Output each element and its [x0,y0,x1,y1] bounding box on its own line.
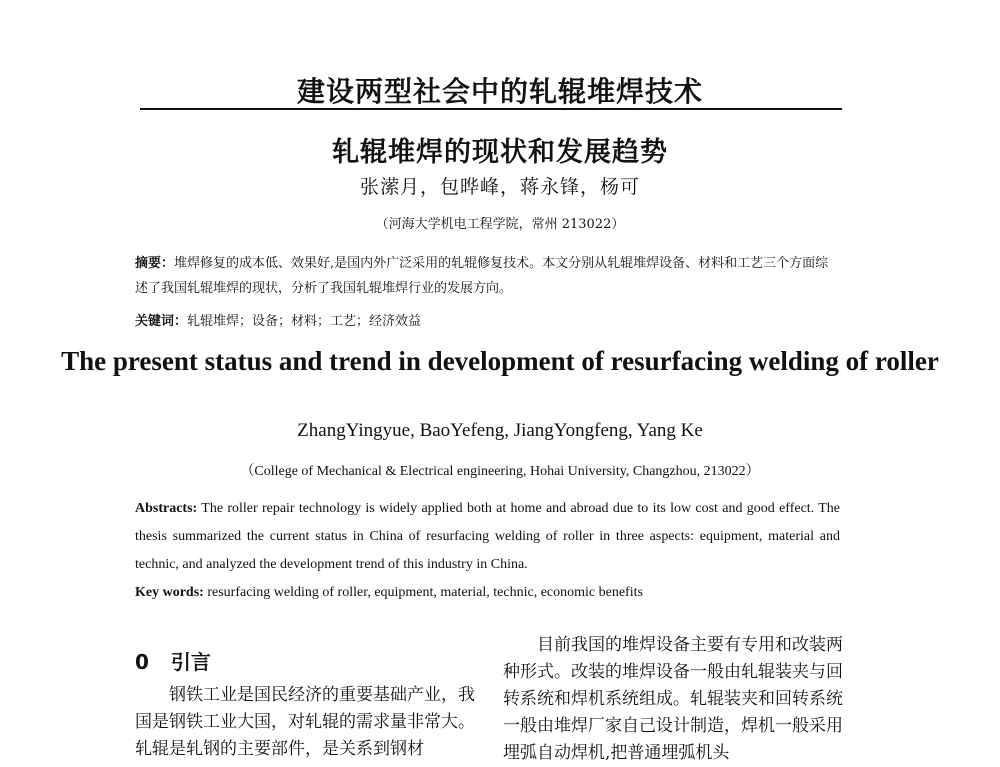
body-column-left: 钢铁工业是国民经济的重要基础产业，我国是钢铁工业大国，对轧辊的需求量非常大。轧辊是轧钢的主要部件，是关系到钢材 [135,685,475,759]
chinese-abstract [135,251,840,301]
chinese-authors: 张潆月，包晔峰，蒋永锋，杨可 [359,176,640,198]
chinese-title: 轧辊堆焊的现状和发展趋势 [332,137,668,168]
chinese-affiliation: （河海大学机电工程学院，常州 213022） [375,217,625,232]
chinese-keywords-text: 轧辊堆焊；设备；材料；工艺；经济效益 [187,314,422,329]
chinese-abstract-label: 摘要： [135,256,175,271]
english-keywords [135,579,840,607]
body-column-right: 目前我国的堆焊设备主要有专用和改装两种形式。改装的堆焊设备一般由轧辊装夹与回转系统和焊机系统组成。轧辊装夹和回转系统一般由堆焊厂家自己设计制造，焊机一般采用埋弧自动焊机,把普通埋弧机头 [503,635,843,763]
section-heading [135,646,211,675]
english-abstract-text: The roller repair technology is widely applied both at home and abroad due to its low cost and good effect. The thesis summarized the current status in China of resurfacing welding of roller in three aspects: equipment, material and technic, and analyzed the development trend of this industry in China. [135,501,840,572]
english-authors: ZhangYingyue, BaoYefeng, JiangYongfeng, Yang Ke [297,420,703,441]
english-abstract [135,495,840,579]
english-abstract-label: Abstracts: [135,501,198,516]
english-keywords-text: resurfacing welding of roller, equipment, material, technic, economic benefits [203,585,643,600]
section-title: 引言 [170,650,211,674]
english-keywords-label: Key words: [135,585,204,600]
journal-header-title: 建设两型社会中的轧辊堆焊技术 [296,75,703,108]
english-title: The present status and trend in development of resurfacing welding of roller [61,346,939,376]
header-rule [140,108,842,110]
chinese-keywords-label: 关键词： [135,314,188,329]
section-number: 0 [135,650,149,674]
chinese-keywords [135,309,840,334]
english-affiliation: （College of Mechanical & Electrical engineering, Hohai University, Changzhou, 213022） [240,464,760,479]
chinese-abstract-text: 堆焊修复的成本低、效果好,是国内外广泛采用的轧辊修复技术。本文分别从轧辊堆焊设备、材料和工艺三个方面综述了我国轧辊堆焊的现状，分析了我国轧辊堆焊行业的发展方向。 [135,256,829,296]
